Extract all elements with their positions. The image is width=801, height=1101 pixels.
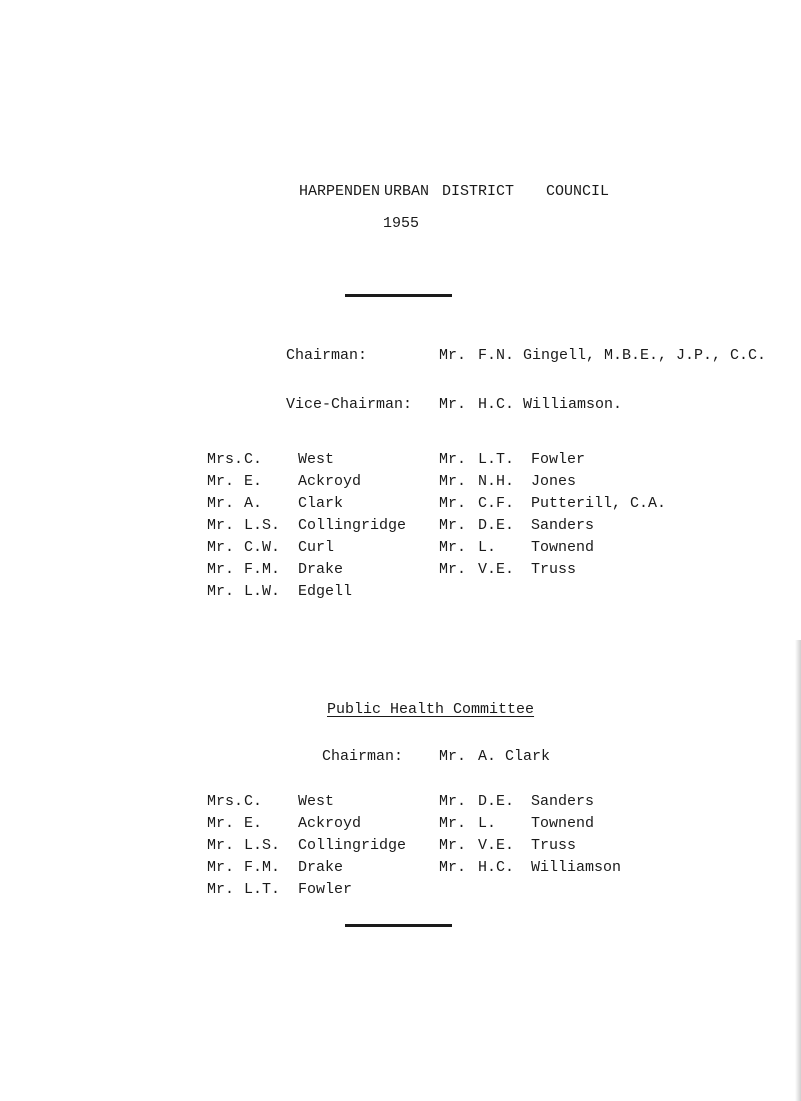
member-surname: Sanders [531, 793, 595, 810]
member-initials: N.H. [478, 473, 515, 490]
member-title: Mr. [439, 561, 467, 578]
chairman-label: Chairman: [286, 347, 368, 364]
header-word-2: URBAN [384, 183, 430, 200]
member-initials: D.E. [478, 517, 515, 534]
bottom-divider [345, 924, 452, 927]
committee-chairman-title: Mr. [439, 748, 467, 765]
member-surname: Townend [531, 815, 595, 832]
member-surname: Williamson [531, 859, 622, 876]
member-surname: Putterill, C.A. [531, 495, 667, 512]
member-surname: Collingridge [298, 517, 407, 534]
header-word-1: HARPENDEN [299, 183, 381, 200]
chairman-title: Mr. [439, 347, 467, 364]
member-title: Mr. [439, 473, 467, 490]
member-surname: Collingridge [298, 837, 407, 854]
member-title: Mrs. [207, 451, 244, 468]
member-surname: Townend [531, 539, 595, 556]
member-initials: L.S. [244, 517, 281, 534]
member-surname: Ackroyd [298, 815, 362, 832]
member-initials: F.M. [244, 561, 281, 578]
member-title: Mr. [439, 495, 467, 512]
member-title: Mr. [439, 451, 467, 468]
member-initials: D.E. [478, 793, 515, 810]
member-initials: L.T. [478, 451, 515, 468]
member-surname: West [298, 793, 335, 810]
member-surname: Jones [531, 473, 577, 490]
member-title: Mr. [439, 815, 467, 832]
member-title: Mr. [207, 859, 235, 876]
member-surname: Clark [298, 495, 344, 512]
member-surname: Drake [298, 859, 344, 876]
member-initials: E. [244, 473, 263, 490]
member-title: Mr. [439, 539, 467, 556]
member-surname: Curl [298, 539, 335, 556]
top-divider [345, 294, 452, 297]
member-initials: F.M. [244, 859, 281, 876]
member-initials: L. [478, 539, 497, 556]
member-initials: C.F. [478, 495, 515, 512]
member-initials: L. [478, 815, 497, 832]
vice-chairman-name: H.C. Williamson. [478, 396, 623, 413]
member-title: Mr. [207, 517, 235, 534]
member-surname: Ackroyd [298, 473, 362, 490]
member-title: Mr. [207, 561, 235, 578]
header-word-3: DISTRICT [442, 183, 515, 200]
member-surname: Fowler [531, 451, 586, 468]
member-initials: C.W. [244, 539, 281, 556]
member-surname: Drake [298, 561, 344, 578]
member-surname: Truss [531, 837, 577, 854]
member-title: Mr. [439, 859, 467, 876]
member-title: Mr. [207, 473, 235, 490]
member-initials: L.T. [244, 881, 281, 898]
vice-chairman-title: Mr. [439, 396, 467, 413]
member-initials: H.C. [478, 859, 515, 876]
header-word-4: COUNCIL [546, 183, 610, 200]
member-surname: Sanders [531, 517, 595, 534]
vice-chairman-label: Vice-Chairman: [286, 396, 413, 413]
member-surname: Edgell [298, 583, 353, 600]
member-title: Mr. [207, 837, 235, 854]
member-title: Mr. [207, 539, 235, 556]
member-title: Mr. [439, 837, 467, 854]
page-edge-shadow [795, 640, 801, 1101]
member-title: Mrs. [207, 793, 244, 810]
member-initials: A. [244, 495, 263, 512]
member-surname: Truss [531, 561, 577, 578]
member-title: Mr. [207, 881, 235, 898]
member-title: Mr. [207, 815, 235, 832]
member-initials: C. [244, 793, 263, 810]
member-surname: Fowler [298, 881, 353, 898]
member-initials: C. [244, 451, 263, 468]
chairman-name: F.N. Gingell, M.B.E., J.P., C.C. [478, 347, 767, 364]
member-initials: V.E. [478, 561, 515, 578]
member-title: Mr. [439, 517, 467, 534]
member-surname: West [298, 451, 335, 468]
header-year: 1955 [383, 215, 420, 232]
committee-chairman-label: Chairman: [322, 748, 404, 765]
member-title: Mr. [207, 583, 235, 600]
member-initials: L.S. [244, 837, 281, 854]
member-initials: L.W. [244, 583, 281, 600]
committee-title: Public Health Committee [327, 701, 535, 718]
member-title: Mr. [439, 793, 467, 810]
member-title: Mr. [207, 495, 235, 512]
committee-chairman-name: A. Clark [478, 748, 551, 765]
member-initials: V.E. [478, 837, 515, 854]
member-initials: E. [244, 815, 263, 832]
